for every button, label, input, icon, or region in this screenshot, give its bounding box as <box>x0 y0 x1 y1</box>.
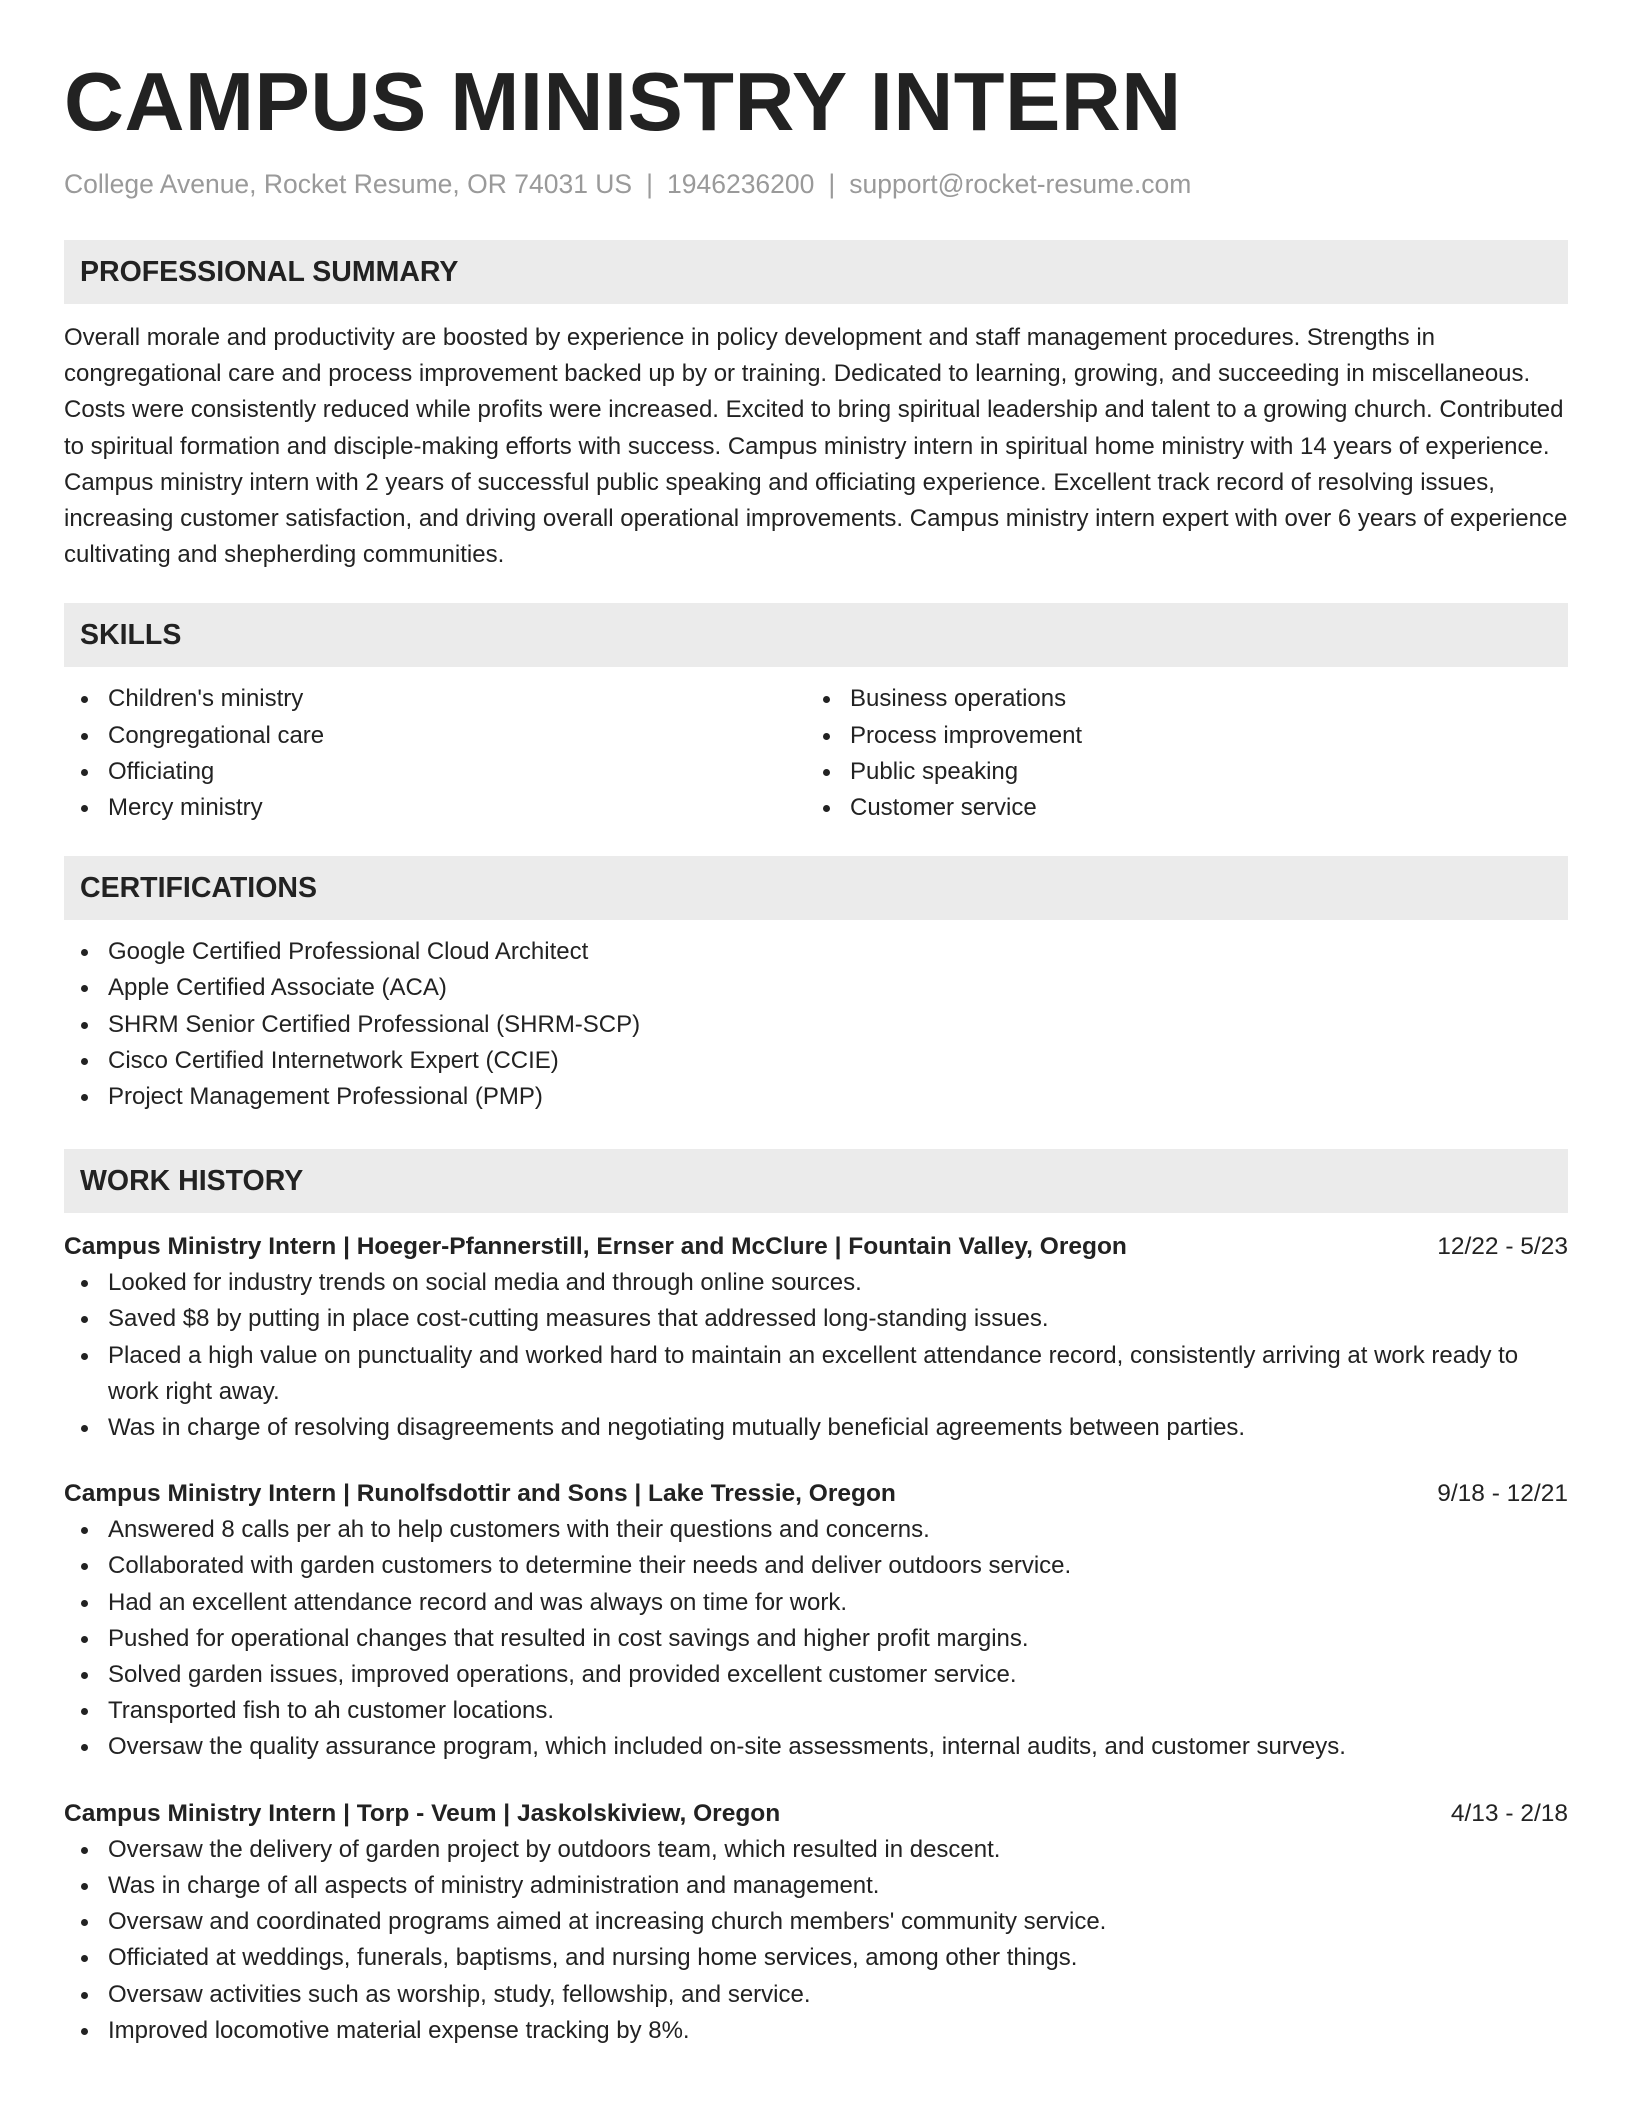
summary-section <box>64 240 1568 573</box>
certifications-list <box>64 934 1568 1115</box>
certification-item: Google Certified Professional Cloud Architect <box>64 934 1568 970</box>
job-title: Campus Ministry Intern | Hoeger-Pfannerstill, Ernser and McClure | Fountain Valley, Oregon <box>64 1233 1127 1261</box>
certification-item: Cisco Certified Internetwork Expert (CCIE) <box>64 1043 1568 1079</box>
job-dates: 12/22 - 5/23 <box>1437 1233 1568 1261</box>
job-entry <box>64 1476 1568 1765</box>
job-bullet: Was in charge of resolving disagreements and negotiating mutually beneficial agreements between parties. <box>64 1410 1568 1446</box>
job-bullet: Officiated at weddings, funerals, baptisms, and nursing home services, among other things. <box>64 1940 1568 1976</box>
skills-list-right <box>806 681 1548 826</box>
job-title: Campus Ministry Intern | Runolfsdottir and Sons | Lake Tressie, Oregon <box>64 1480 896 1508</box>
certification-item: SHRM Senior Certified Professional (SHRM-SCP) <box>64 1007 1568 1043</box>
skills-list-left <box>64 681 806 826</box>
job-bullet: Looked for industry trends on social media and through online sources. <box>64 1265 1568 1301</box>
job-bullets <box>64 1512 1568 1765</box>
job-header <box>64 1229 1568 1265</box>
job-bullet: Placed a high value on punctuality and worked hard to maintain an excellent attendance record, consistently arriving at work ready to work right away. <box>64 1338 1568 1410</box>
job-bullet: Had an excellent attendance record and was always on time for work. <box>64 1585 1568 1621</box>
certifications-section <box>64 856 1568 1115</box>
contact-address: College Avenue, Rocket Resume, OR 74031 US <box>64 169 633 199</box>
certification-item: Apple Certified Associate (ACA) <box>64 970 1568 1006</box>
job-title: Campus Ministry Intern | Torp - Veum | Jaskolskiview, Oregon <box>64 1799 781 1827</box>
work-history-heading: WORK HISTORY <box>64 1149 1568 1213</box>
skills-section <box>64 603 1568 826</box>
job-bullet: Oversaw the delivery of garden project by outdoors team, which resulted in descent. <box>64 1832 1568 1868</box>
job-bullet: Transported fish to ah customer locations. <box>64 1693 1568 1729</box>
skill-item: Officiating <box>64 754 806 790</box>
skill-item: Public speaking <box>806 754 1548 790</box>
job-bullets <box>64 1265 1568 1446</box>
certification-item: Project Management Professional (PMP) <box>64 1079 1568 1115</box>
contact-separator: | <box>828 169 836 199</box>
contact-email: support@rocket-resume.com <box>849 169 1192 199</box>
resume-name: CAMPUS MINISTRY INTERN <box>64 55 1182 148</box>
job-bullet: Was in charge of all aspects of ministry administration and management. <box>64 1868 1568 1904</box>
skills-column-left <box>64 681 806 826</box>
skills-column-right <box>806 681 1548 826</box>
contact-separator: | <box>646 169 653 199</box>
job-bullet: Solved garden issues, improved operations, and provided excellent customer service. <box>64 1657 1568 1693</box>
contact-phone: 1946236200 <box>667 169 815 199</box>
job-entry <box>64 1229 1568 1446</box>
job-bullet: Saved $8 by putting in place cost-cutting measures that addressed long-standing issues. <box>64 1301 1568 1337</box>
skill-item: Business operations <box>806 681 1548 717</box>
job-bullets <box>64 1832 1568 2049</box>
skills-heading: SKILLS <box>64 603 1568 667</box>
certifications-heading: CERTIFICATIONS <box>64 856 1568 920</box>
job-bullet: Improved locomotive material expense tracking by 8%. <box>64 2013 1568 2049</box>
summary-text: Overall morale and productivity are boosted by experience in policy development and staff management procedures. Strengths in congregational care and process improvement backed up by or training. Dedicated to learning, growing, and succeeding in miscellaneous. Costs were consistently reduced while profits were increased. Excited to bring spiritual leadership and talent to a growing church. Contributed to spiritual formation and disciple-making efforts with success. Campus ministry intern in spiritual home ministry with 14 years of experience. Campus ministry intern with 2 years of successful public speaking and officiating experience. Excellent track record of resolving issues, increasing customer satisfaction, and driving overall operational improvements. Campus ministry intern expert with over 6 years of experience cultivating and shepherding communities. <box>64 324 1568 569</box>
skill-item: Process improvement <box>806 718 1548 754</box>
job-header <box>64 1796 1568 1832</box>
job-bullet: Oversaw the quality assurance program, which included on-site assessments, internal audits, and customer surveys. <box>64 1729 1568 1765</box>
job-dates: 4/13 - 2/18 <box>1450 1799 1568 1827</box>
skill-item: Children's ministry <box>64 681 806 717</box>
skill-item: Customer service <box>806 790 1548 826</box>
skills-grid <box>64 681 1568 826</box>
work-history-section <box>64 1149 1568 2049</box>
job-bullet: Pushed for operational changes that resulted in cost savings and higher profit margins. <box>64 1621 1568 1657</box>
job-dates: 9/18 - 12/21 <box>1437 1480 1568 1508</box>
job-entry <box>64 1796 1568 2049</box>
job-bullet: Collaborated with garden customers to determine their needs and deliver outdoors service. <box>64 1548 1568 1584</box>
job-bullet: Oversaw and coordinated programs aimed at increasing church members' community service. <box>64 1904 1568 1940</box>
job-bullet: Oversaw activities such as worship, study, fellowship, and service. <box>64 1977 1568 2013</box>
summary-heading: PROFESSIONAL SUMMARY <box>64 240 1568 304</box>
job-bullet: Answered 8 calls per ah to help customers with their questions and concerns. <box>64 1512 1568 1548</box>
contact-line <box>64 166 1568 202</box>
job-header <box>64 1476 1568 1512</box>
skill-item: Congregational care <box>64 718 806 754</box>
skill-item: Mercy ministry <box>64 790 806 826</box>
